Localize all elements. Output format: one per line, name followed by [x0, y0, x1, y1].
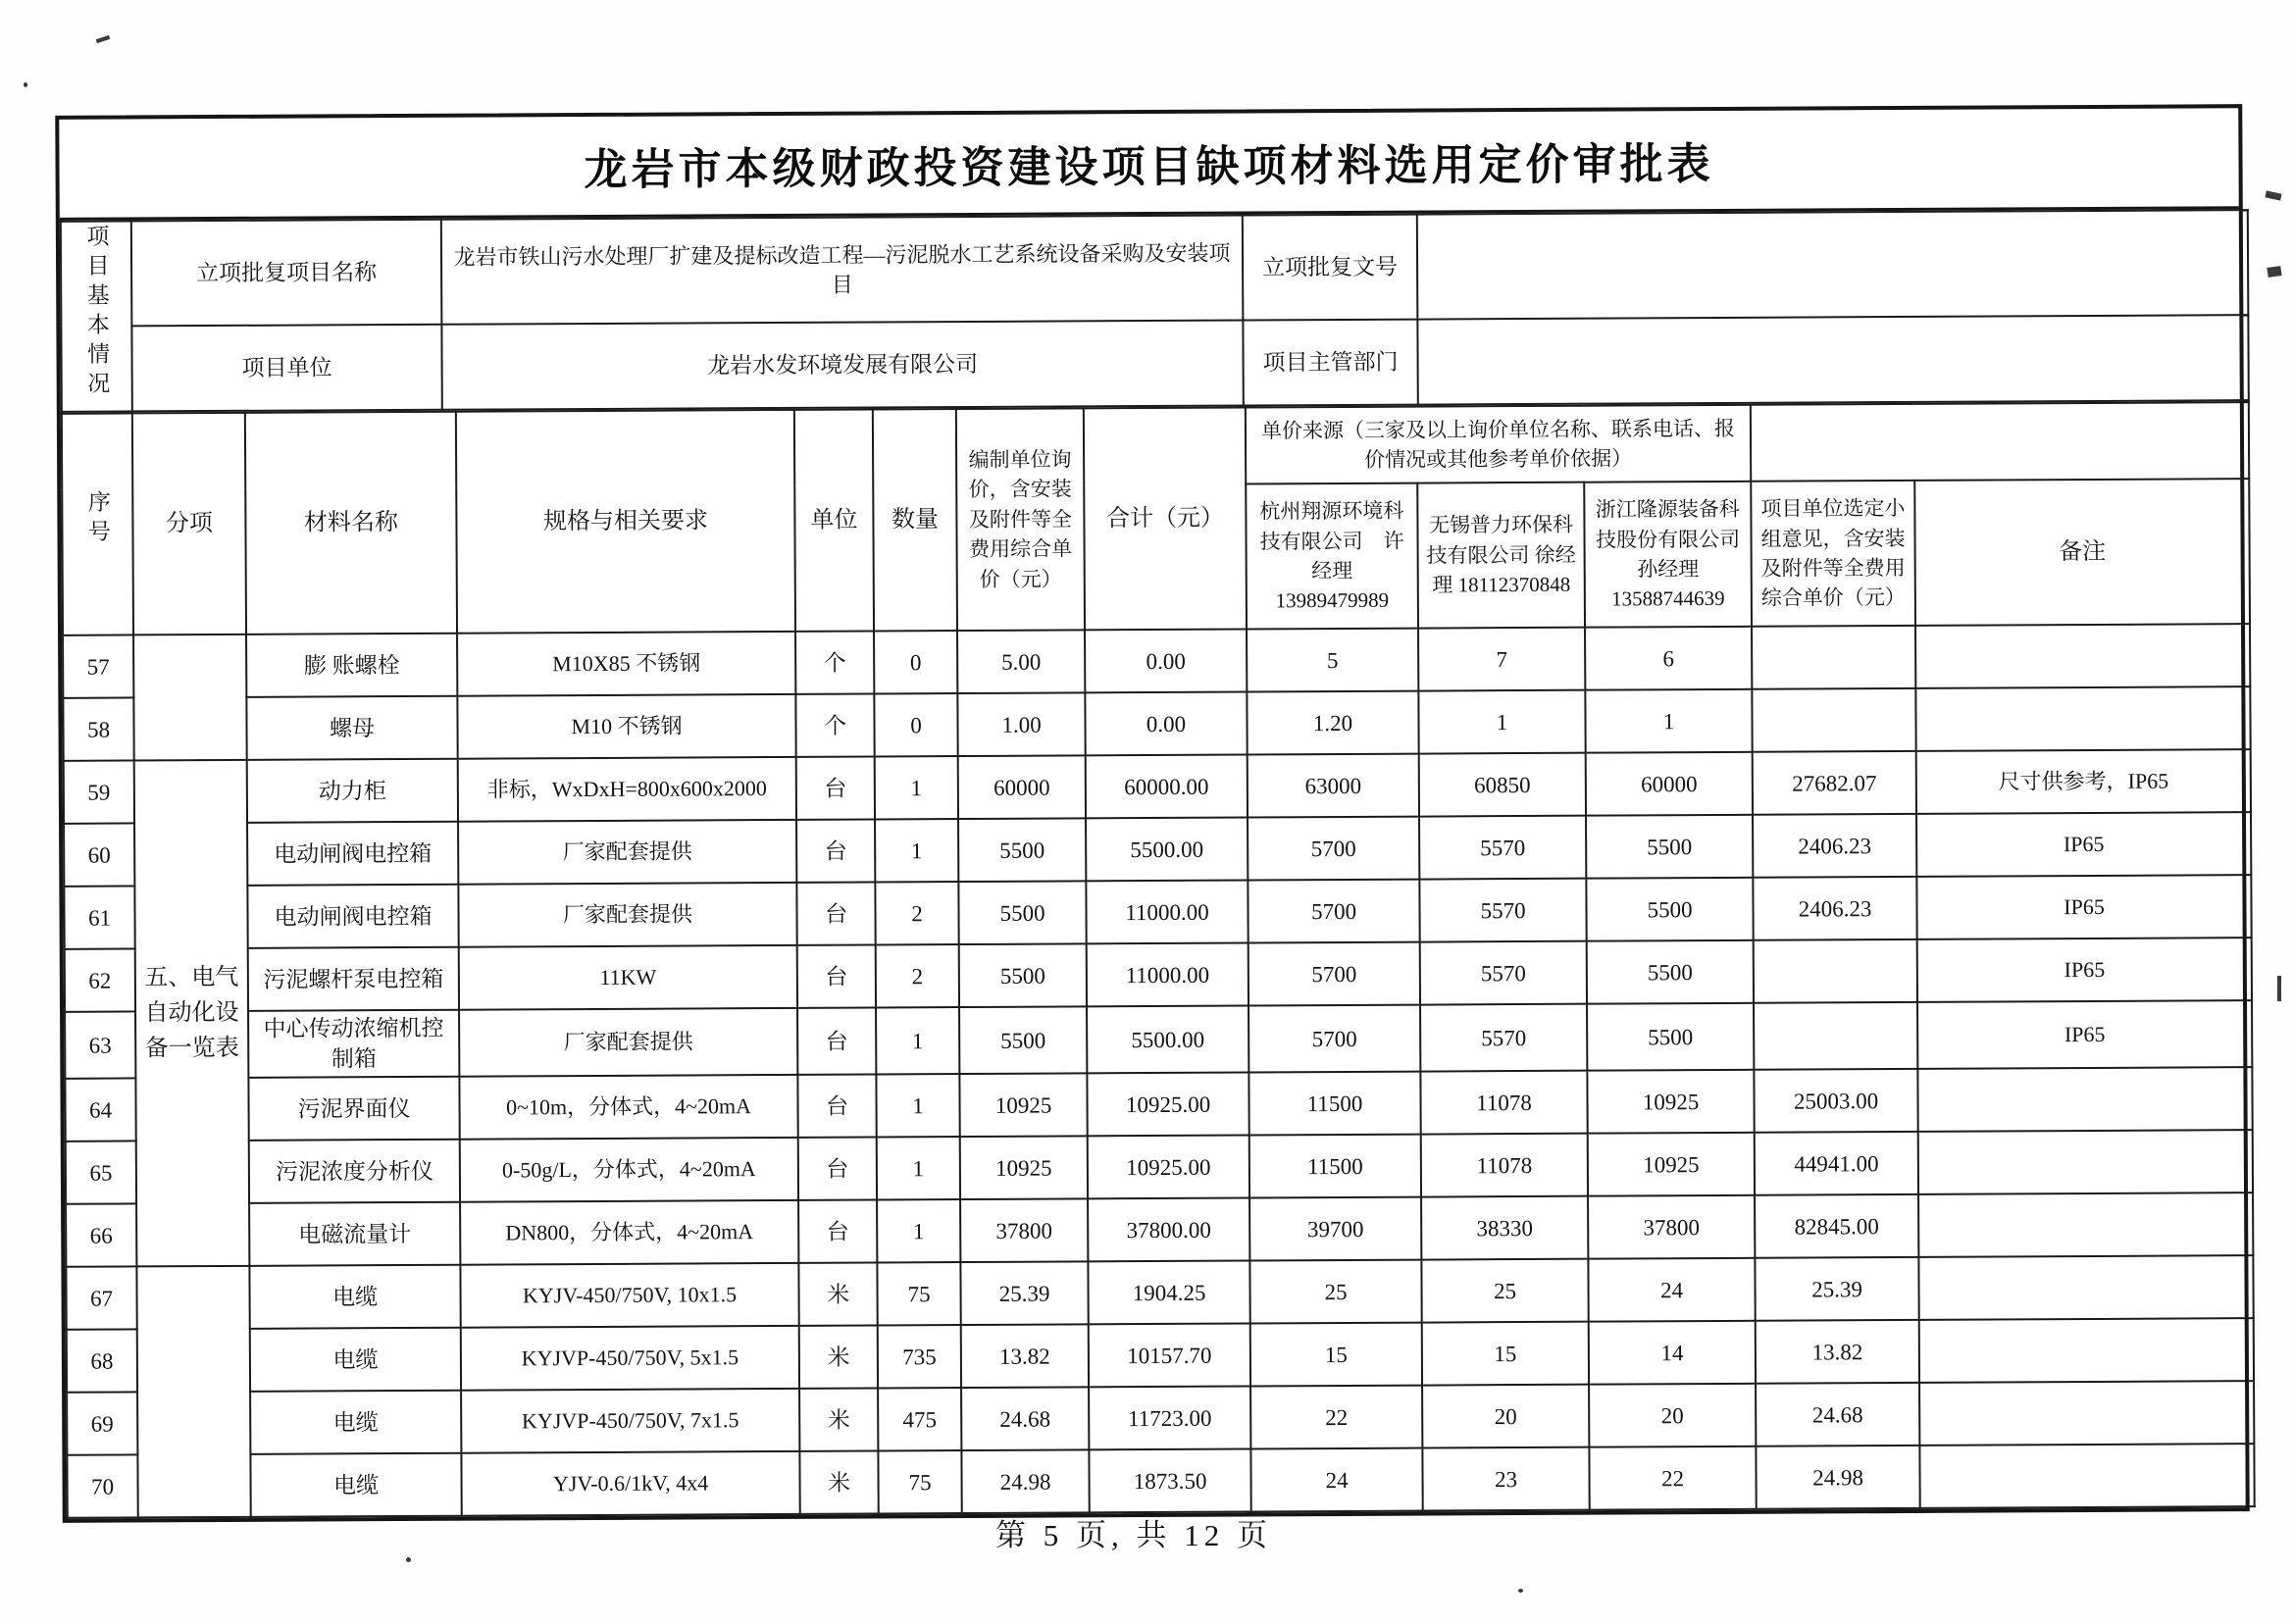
- cell-qty: 0: [874, 693, 957, 756]
- cell-unit-price: 5500: [958, 818, 1086, 882]
- cell-quote-1: 5: [1247, 629, 1418, 692]
- cell-remark: [1915, 624, 2250, 688]
- cell-spec: KYJV-450/750V, 10x1.5: [460, 1263, 798, 1328]
- info-row-2: [61, 315, 2248, 411]
- header-remark: 备注: [1914, 479, 2250, 626]
- cell-total: 1873.50: [1089, 1449, 1250, 1513]
- project-info-table: [60, 209, 2250, 413]
- cell-total: 60000.00: [1086, 755, 1248, 819]
- cell-selected-price: 24.98: [1756, 1446, 1919, 1509]
- cell-quote-2: 5570: [1419, 879, 1586, 942]
- cell-total: 5500.00: [1086, 818, 1248, 882]
- cell-remark: [1919, 1381, 2254, 1446]
- cell-qty: 1: [877, 1199, 960, 1262]
- cell-spec: 厂家配套提供: [458, 820, 796, 885]
- cell-quote-2: 7: [1418, 628, 1585, 691]
- table-row: [64, 749, 2251, 824]
- cell-unit: 台: [797, 945, 876, 1008]
- scan-artifact: [96, 35, 111, 43]
- cell-selected-price: 25.39: [1755, 1257, 1918, 1321]
- cell-qty: 0: [874, 631, 957, 693]
- header-blank: [1751, 402, 2249, 482]
- cell-quote-2: 1: [1418, 690, 1585, 754]
- cell-unit-price: 37800: [960, 1198, 1088, 1262]
- cell-remark: [1918, 1255, 2253, 1320]
- cell-quote-1: 11500: [1248, 1072, 1420, 1136]
- cell-qty: 2: [876, 944, 959, 1007]
- cell-spec: 11KW: [459, 945, 797, 1010]
- scan-artifact: [2267, 266, 2281, 278]
- cell-quote-2: 20: [1422, 1385, 1589, 1448]
- cell-no: 66: [66, 1204, 136, 1267]
- cell-spec: KYJVP-450/750V, 7x1.5: [461, 1389, 799, 1453]
- cell-spec: 厂家配套提供: [459, 1008, 797, 1077]
- cell-quote-2: 60850: [1419, 753, 1586, 817]
- cell-selected-price: 13.82: [1756, 1320, 1919, 1384]
- cell-material-name: 电动闸阀电控箱: [247, 885, 458, 948]
- table-row: [65, 938, 2252, 1012]
- cell-selected-price: [1752, 688, 1915, 752]
- cell-remark: [1919, 1318, 2254, 1383]
- cell-total: 37800.00: [1088, 1198, 1249, 1262]
- cell-selected-price: 2406.23: [1753, 877, 1916, 940]
- header-no-text: 序号: [84, 489, 111, 550]
- cell-selected-price: [1754, 1002, 1917, 1070]
- header-qty: 数量: [873, 409, 957, 631]
- cell-quote-3: 10925: [1588, 1133, 1755, 1196]
- cell-quote-1: 5700: [1248, 1005, 1420, 1073]
- cell-no: 57: [63, 634, 133, 697]
- header-unit-price: 编制单位询价，含安装及附件等全费用综合单价（元）: [956, 408, 1085, 631]
- info-row-1: [61, 210, 2249, 327]
- cell-spec: M10X85 不锈钢: [457, 632, 795, 696]
- cell-spec: YJV-0.6/1kV, 4x4: [461, 1451, 799, 1516]
- scan-artifact: [1518, 1589, 1523, 1593]
- cell-remark: [1918, 1130, 2253, 1194]
- cell-selected-price: 25003.00: [1754, 1069, 1917, 1133]
- cell-remark: [1918, 1193, 2253, 1257]
- cell-unit: 米: [799, 1326, 878, 1389]
- cell-unit-price: 60000: [958, 755, 1086, 819]
- cell-total: 10157.70: [1089, 1324, 1250, 1388]
- cell-quote-3: 24: [1588, 1258, 1755, 1322]
- cell-material-name: 电缆: [249, 1265, 460, 1329]
- cell-unit: 台: [798, 1200, 877, 1263]
- cell-unit: 米: [798, 1263, 877, 1326]
- cell-material-name: 污泥螺杆泵电控箱: [248, 947, 459, 1011]
- cell-unit-price: 1.00: [957, 692, 1085, 756]
- header-selected-price: 项目单位选定小组意见，含安装及附件等全费用综合单价（元）: [1751, 481, 1915, 627]
- cell-quote-3: 5500: [1587, 940, 1754, 1004]
- cell-quote-2: 5570: [1420, 1004, 1587, 1072]
- cell-total: 0.00: [1085, 692, 1247, 756]
- header-vendor-1: 杭州翔源环境科技有限公司 许经理 13989479989: [1246, 483, 1418, 630]
- header-no: [62, 413, 133, 634]
- header-spec: 规格与相关要求: [456, 410, 795, 634]
- cell-material-name: 电动闸阀电控箱: [247, 822, 458, 886]
- table-row: [66, 1130, 2253, 1204]
- cell-quote-3: 5500: [1586, 815, 1753, 879]
- cell-quote-3: 22: [1589, 1446, 1756, 1510]
- cell-unit: 台: [797, 1008, 876, 1076]
- cell-qty: 1: [876, 1007, 959, 1075]
- info-dept-value: [1417, 315, 2248, 404]
- header-unit: 单位: [794, 410, 874, 632]
- header-row-group: [62, 402, 2249, 490]
- info-project-name-value: 龙岩市铁山污水处理厂扩建及提标改造工程—污泥脱水工艺系统设备采购及安装项目: [441, 216, 1244, 326]
- cell-qty: 475: [878, 1388, 961, 1450]
- cell-no: 64: [65, 1079, 135, 1142]
- cell-total: 10925.00: [1087, 1073, 1248, 1137]
- table-row: [65, 1000, 2252, 1079]
- cell-quote-2: 11078: [1421, 1134, 1588, 1197]
- cell-remark: 尺寸供参考，IP65: [1916, 749, 2251, 814]
- header-subitem: 分项: [132, 413, 246, 635]
- scan-artifact: [2277, 976, 2281, 1001]
- cell-quote-1: 5700: [1248, 880, 1419, 943]
- cell-quote-1: 11500: [1249, 1135, 1421, 1198]
- cell-unit-price: 25.39: [960, 1261, 1088, 1325]
- cell-total: 5500.00: [1087, 1006, 1248, 1074]
- cell-remark: IP65: [1916, 875, 2251, 939]
- cell-material-name: 动力柜: [247, 759, 458, 823]
- info-side-label-text: 项目基本情况: [83, 224, 110, 401]
- cell-remark: [1917, 1067, 2252, 1132]
- cell-quote-3: 20: [1589, 1384, 1756, 1447]
- cell-no: 60: [64, 823, 134, 886]
- cell-material-name: 电缆: [250, 1391, 461, 1454]
- cell-quote-3: 60000: [1586, 752, 1753, 816]
- header-material: 材料名称: [245, 412, 457, 634]
- cell-no: 63: [65, 1011, 135, 1078]
- info-approval-no-value: [1417, 210, 2249, 320]
- cell-spec: KYJVP-450/750V, 5x1.5: [461, 1326, 799, 1391]
- cell-quote-2: 23: [1422, 1447, 1589, 1511]
- cell-material-name: 螺母: [246, 696, 457, 760]
- header-total: 合计（元）: [1084, 408, 1247, 631]
- table-row: [66, 1193, 2253, 1267]
- scan-artifact: [406, 1557, 411, 1562]
- cell-subitem-group: [133, 634, 247, 761]
- cell-no: 69: [67, 1393, 137, 1455]
- cell-quote-2: 15: [1422, 1322, 1589, 1386]
- cell-unit-price: 10925: [960, 1136, 1088, 1199]
- cell-remark: [1919, 1444, 2254, 1508]
- cell-spec: 0-50g/L，分体式，4~20mA: [460, 1138, 798, 1202]
- header-vendor-3: 浙江隆源装备科技股份有限公司 孙经理 13588744639: [1584, 482, 1752, 628]
- cell-subitem-group: 五、电气自动化设备一览表: [134, 760, 250, 1267]
- cell-quote-3: 1: [1585, 689, 1752, 753]
- cell-unit: 个: [795, 694, 874, 757]
- header-vendor-2: 无锡普力环保科技有限公司 徐经理 18112370848: [1417, 482, 1585, 629]
- cell-quote-3: 37800: [1588, 1195, 1755, 1259]
- cell-no: 61: [64, 886, 134, 948]
- cell-unit-price: 5500: [959, 1006, 1087, 1074]
- cell-quote-2: 25: [1421, 1259, 1588, 1323]
- cell-unit-price: 5500: [958, 881, 1086, 944]
- info-approval-no-label: 立项批复文号: [1243, 215, 1418, 321]
- cell-qty: 75: [878, 1450, 961, 1513]
- cell-unit-price: 24.68: [961, 1387, 1089, 1450]
- cell-material-name: 污泥浓度分析仪: [249, 1140, 460, 1203]
- table-row: [64, 812, 2251, 887]
- cell-spec: M10 不锈钢: [457, 694, 795, 759]
- cell-total: 0.00: [1085, 630, 1247, 693]
- cell-quote-3: 14: [1589, 1321, 1756, 1385]
- cell-selected-price: [1754, 939, 1917, 1003]
- page-title: 龙岩市本级财政投资建设项目缺项材料选用定价审批表: [584, 139, 1714, 195]
- cell-total: 11000.00: [1086, 881, 1248, 944]
- cell-material-name: 电缆: [250, 1328, 461, 1392]
- cell-remark: IP65: [1916, 812, 2251, 877]
- cell-total: 11000.00: [1087, 943, 1248, 1007]
- cell-total: 11723.00: [1089, 1387, 1250, 1450]
- cell-qty: 2: [875, 882, 958, 944]
- cell-unit: 台: [796, 820, 875, 883]
- cell-material-name: 电缆: [250, 1453, 461, 1517]
- cell-spec: 非标，WxDxH=800x600x2000: [458, 757, 796, 822]
- table-row: [66, 1255, 2253, 1330]
- info-dept-label: 项目主管部门: [1243, 320, 1417, 406]
- cell-selected-price: 2406.23: [1753, 814, 1916, 878]
- cell-quote-1: 5700: [1248, 942, 1420, 1006]
- cell-qty: 735: [878, 1325, 961, 1388]
- info-unit-label: 项目单位: [131, 325, 441, 411]
- cell-quote-1: 25: [1249, 1260, 1421, 1324]
- cell-unit-price: 5500: [959, 943, 1087, 1007]
- cell-material-name: 电磁流量计: [249, 1202, 460, 1266]
- cell-quote-1: 15: [1250, 1323, 1422, 1387]
- cell-selected-price: 44941.00: [1755, 1132, 1918, 1195]
- cell-subitem-group: [136, 1266, 250, 1518]
- table-row: [67, 1381, 2254, 1455]
- cell-quote-2: 38330: [1421, 1196, 1588, 1260]
- cell-total: 10925.00: [1088, 1136, 1249, 1199]
- cell-quote-2: 5570: [1419, 816, 1586, 880]
- table-row: [65, 1067, 2252, 1142]
- header-source-group: 单价来源（三家及以上询价单位名称、联系电话、报价情况或其他参考单价依据）: [1246, 405, 1751, 484]
- cell-unit-price: 13.82: [961, 1324, 1089, 1388]
- cell-selected-price: 24.68: [1756, 1383, 1919, 1446]
- cell-unit: 台: [796, 883, 875, 945]
- info-side-label: [61, 221, 132, 411]
- cell-material-name: 膨 账螺栓: [246, 634, 457, 697]
- table-row: [63, 624, 2250, 698]
- cell-selected-price: 82845.00: [1755, 1194, 1918, 1258]
- cell-unit: 米: [799, 1451, 878, 1514]
- cell-material-name: 中心传动浓缩机控制箱: [248, 1010, 459, 1078]
- cell-quote-3: 5500: [1586, 878, 1753, 941]
- title-band: [59, 108, 2239, 221]
- scan-artifact: [2265, 190, 2281, 200]
- cell-spec: DN800，分体式，4~20mA: [460, 1200, 798, 1265]
- table-row: [67, 1318, 2254, 1393]
- material-rows: [63, 624, 2255, 1518]
- cell-total: 1904.25: [1088, 1261, 1249, 1325]
- scan-artifact: [24, 82, 27, 87]
- cell-qty: 1: [877, 1137, 960, 1199]
- cell-no: 65: [66, 1142, 136, 1204]
- cell-no: 68: [67, 1330, 137, 1393]
- cell-unit: 个: [795, 632, 874, 694]
- cell-selected-price: [1752, 626, 1915, 689]
- cell-unit-price: 24.98: [961, 1449, 1089, 1513]
- cell-quote-2: 11078: [1420, 1071, 1587, 1135]
- approval-form: [55, 104, 2249, 1523]
- cell-selected-price: 27682.07: [1753, 751, 1916, 815]
- cell-quote-2: 5570: [1420, 941, 1587, 1005]
- cell-qty: 75: [877, 1262, 960, 1325]
- cell-quote-1: 22: [1250, 1386, 1422, 1449]
- cell-unit: 台: [798, 1138, 877, 1200]
- cell-no: 62: [65, 948, 135, 1011]
- cell-qty: 1: [875, 819, 958, 882]
- cell-unit: 台: [797, 1075, 876, 1138]
- cell-quote-3: 6: [1585, 627, 1752, 690]
- cell-quote-1: 1.20: [1247, 691, 1418, 755]
- cell-unit: 台: [796, 757, 875, 820]
- cell-no: 58: [63, 697, 133, 760]
- cell-spec: 厂家配套提供: [458, 883, 796, 947]
- cell-quote-3: 10925: [1587, 1070, 1754, 1134]
- cell-remark: IP65: [1917, 1000, 2252, 1069]
- info-project-name-label: 立项批复项目名称: [131, 220, 442, 327]
- cell-quote-1: 39700: [1249, 1197, 1421, 1261]
- table-row: [67, 1444, 2254, 1518]
- cell-quote-1: 24: [1250, 1448, 1422, 1512]
- cell-spec: 0~10m，分体式，4~20mA: [459, 1075, 797, 1140]
- cell-unit: 米: [799, 1389, 878, 1451]
- info-unit-value: 龙岩水发环境发展有限公司: [441, 321, 1243, 410]
- cell-no: 67: [66, 1267, 136, 1330]
- page-number: 第 5 页, 共 12 页: [995, 1518, 1272, 1552]
- material-pricing-table: [61, 401, 2256, 1519]
- cell-unit-price: 5.00: [957, 630, 1085, 693]
- cell-qty: 1: [875, 756, 958, 819]
- cell-qty: 1: [876, 1074, 959, 1137]
- cell-no: 70: [67, 1455, 137, 1518]
- cell-remark: [1915, 686, 2250, 751]
- table-row: [64, 875, 2251, 949]
- cell-quote-1: 5700: [1248, 817, 1419, 881]
- cell-no: 59: [64, 760, 134, 823]
- cell-quote-1: 63000: [1248, 754, 1419, 818]
- cell-material-name: 污泥界面仪: [248, 1077, 459, 1141]
- table-row: [63, 686, 2250, 761]
- cell-unit-price: 10925: [959, 1073, 1087, 1137]
- cell-remark: IP65: [1917, 938, 2252, 1002]
- cell-quote-3: 5500: [1587, 1003, 1754, 1071]
